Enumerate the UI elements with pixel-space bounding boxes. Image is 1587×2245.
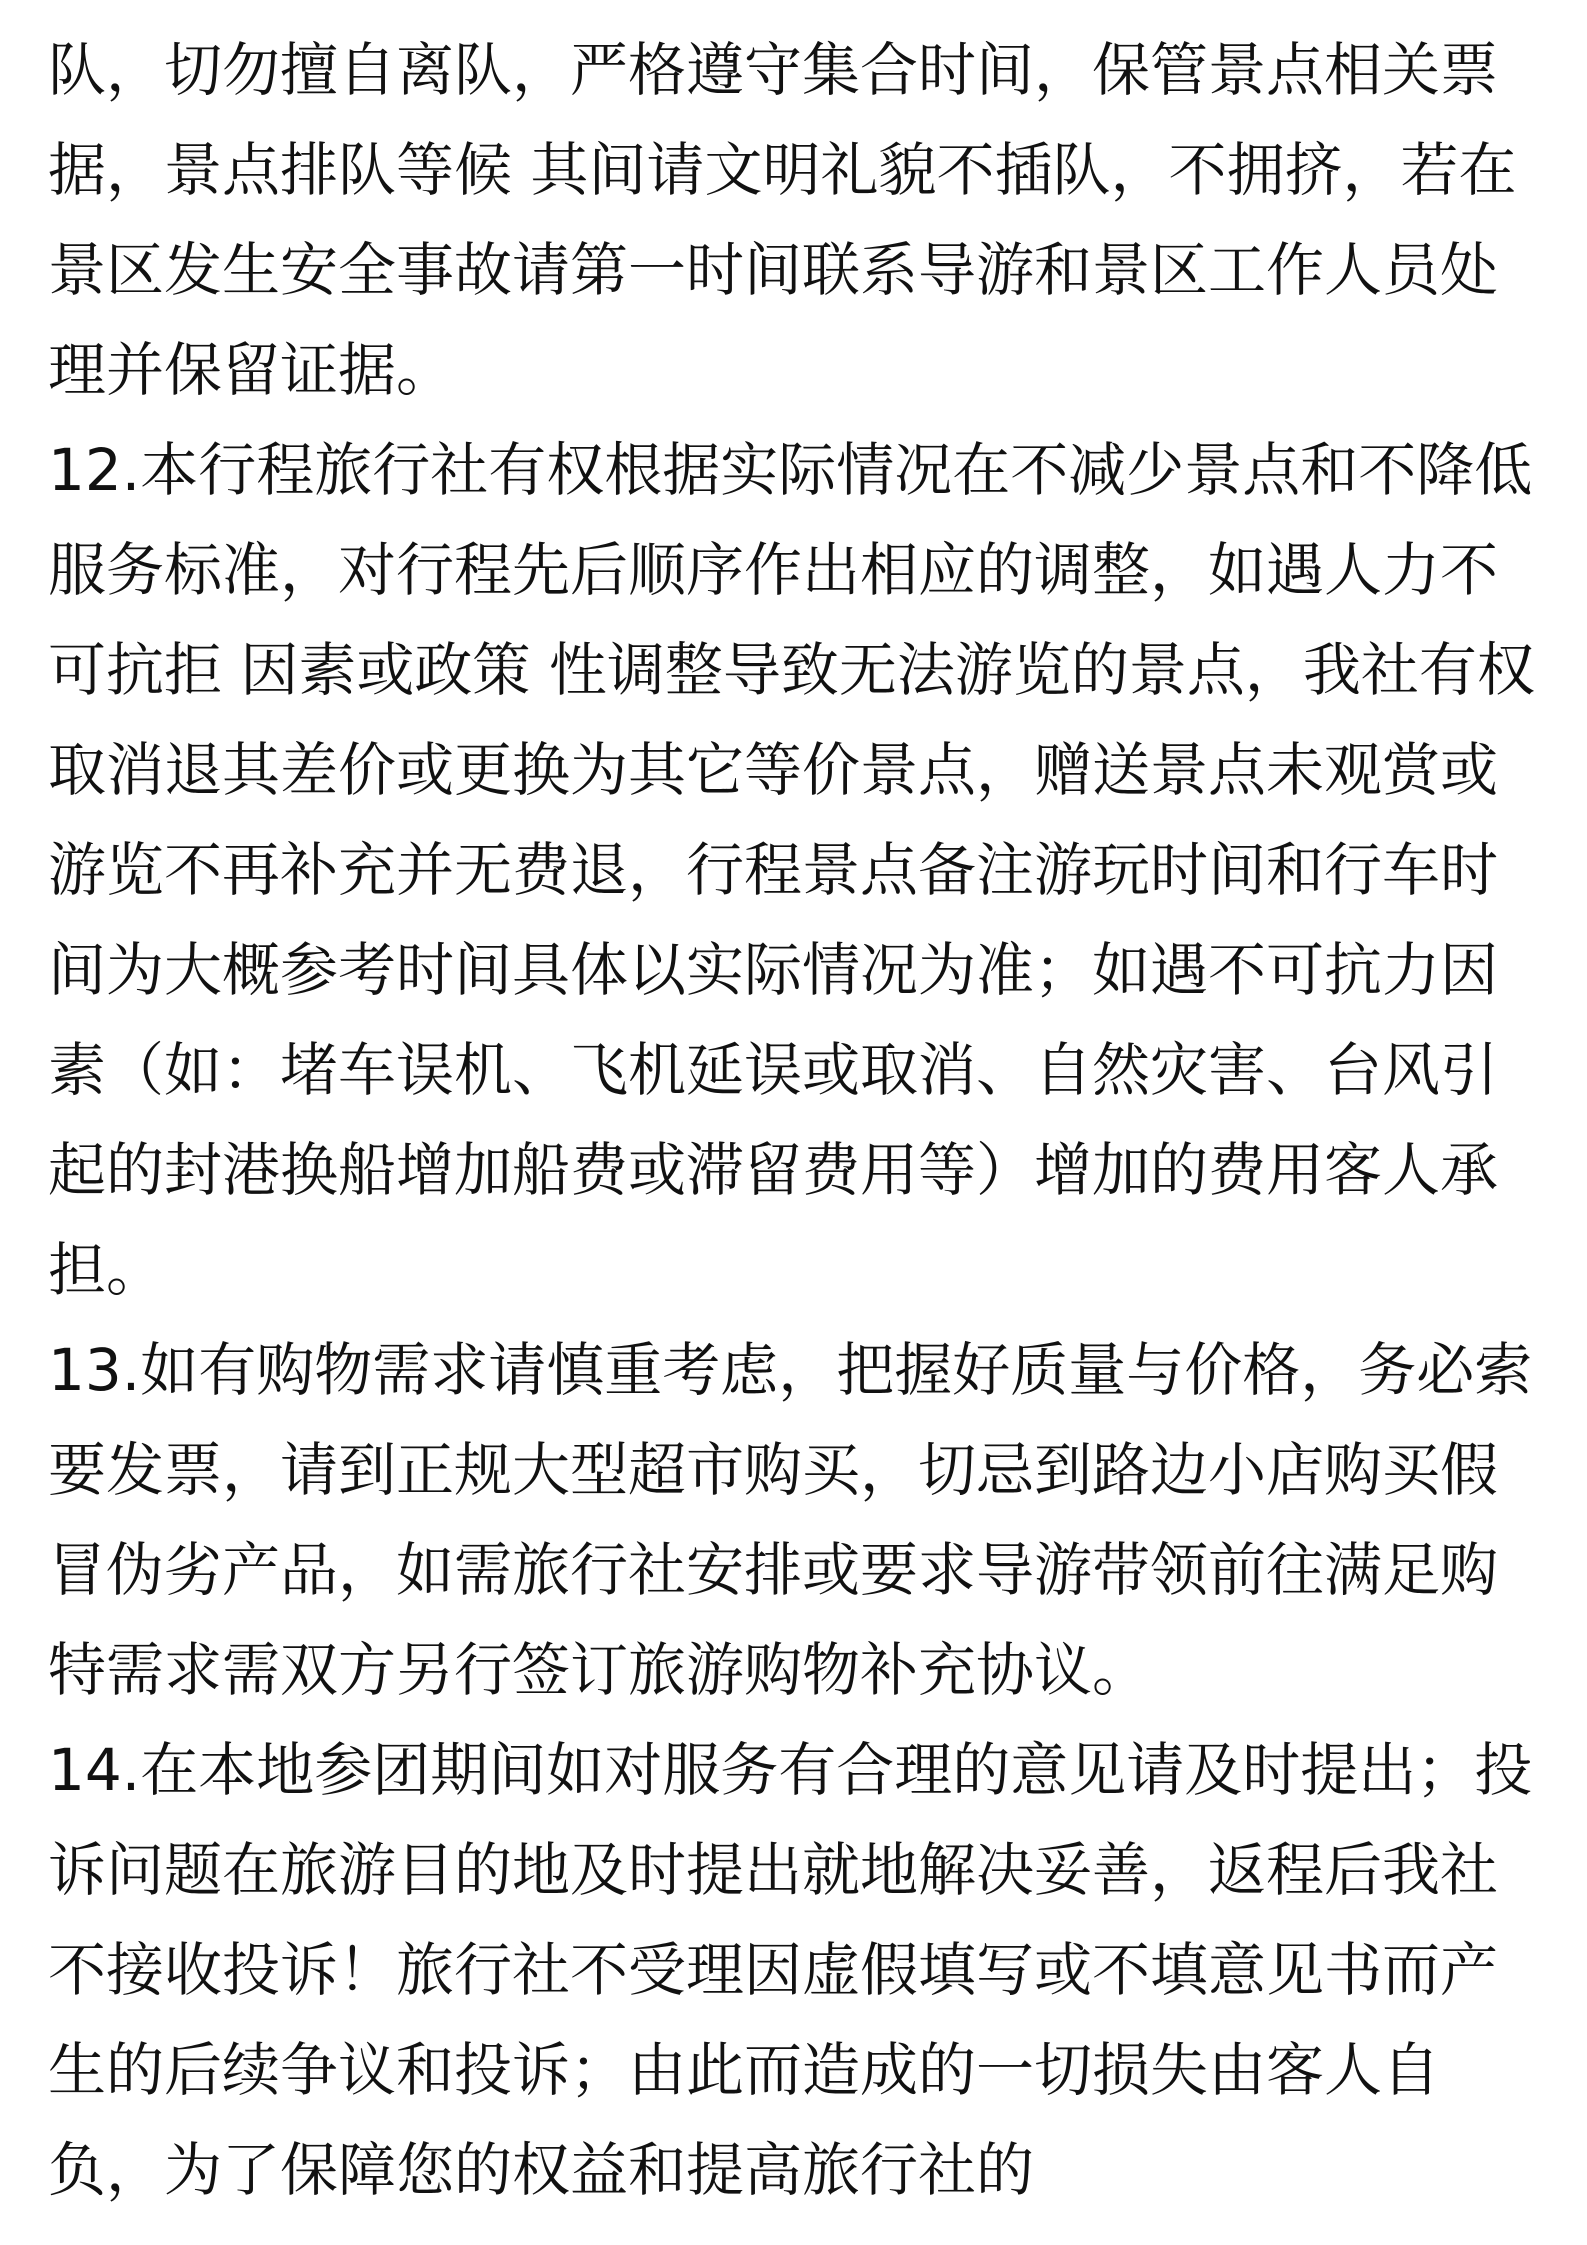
paragraph-item-14: 14.在本地参团期间如对服务有合理的意见请及时提出；投诉问题在旅游目的地及时提出就地解决妥善，返程后我社不接收投诉！旅行社不受理因虚假填写或不填意见书而产生的后续争议和投诉；由此而造成的一切损失由客人自负，为了保障您的权益和提高旅行社的: [48, 1736, 1533, 2204]
paragraph-item-12: 12.本行程旅行社有权根据实际情况在不减少景点和不降低服务标准，对行程先后顺序作出相应的调整，如遇人力不可抗拒 因素或政策 性调整导致无法游览的景点，我社有权取消退其差价或更换为其它等价景点，赠送景点未观赏或游览不再补充并无费退，行程景点备注游玩时间和行车时间为大概参考时间具体以实际情况为准；如遇不可抗力因素（如：堵车误机、飞机延误或取消、自然灾害、台风引起的封港换船增加船费或滞留费用等）增加的费用客人承担。: [48, 436, 1535, 1304]
document-body: [48, 20, 1548, 2220]
paragraph-item-13: 13.如有购物需求请慎重考虑，把握好质量与价格，务必索要发票，请到正规大型超市购买，切忌到路边小店购买假冒伪劣产品，如需旅行社安排或要求导游带领前往满足购特需求需双方另行签订旅游购物补充协议。: [48, 1336, 1533, 1704]
paragraph-continuation: 队，切勿擅自离队，严格遵守集合时间，保管景点相关票据，景点排队等候 其间请文明礼貌不插队，不拥挤，若在景区发生安全事故请第一时间联系导游和景区工作人员处理并保留证据。: [48, 36, 1517, 404]
